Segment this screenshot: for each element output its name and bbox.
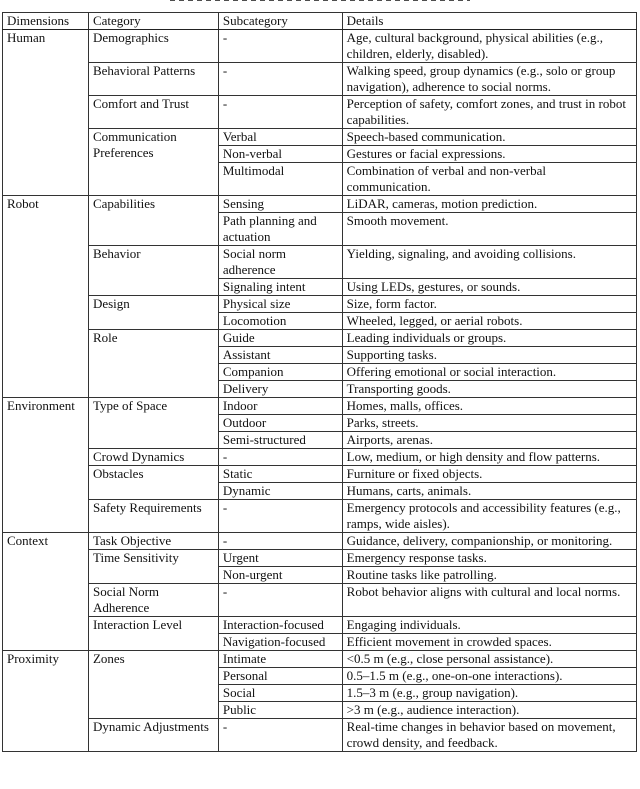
subcategory-cell: Outdoor <box>218 415 342 432</box>
subcategory-cell: Social <box>218 685 342 702</box>
category-cell: Behavior <box>88 246 218 296</box>
details-cell: <0.5 m (e.g., close personal assistance). <box>342 651 636 668</box>
details-cell: 1.5–3 m (e.g., group navigation). <box>342 685 636 702</box>
subcategory-cell: Interaction-focused <box>218 617 342 634</box>
subcategory-cell: Public <box>218 702 342 719</box>
category-cell: Crowd Dynamics <box>88 449 218 466</box>
subcategory-cell: Social norm adherence <box>218 246 342 279</box>
details-cell: Smooth movement. <box>342 213 636 246</box>
table-row <box>3 63 637 96</box>
subcategory-cell: Guide <box>218 330 342 347</box>
table-row <box>3 129 637 146</box>
details-cell: Size, form factor. <box>342 296 636 313</box>
table-row <box>3 246 637 279</box>
dimension-cell: Robot <box>3 196 89 398</box>
header-subcategory: Subcategory <box>218 13 342 30</box>
details-cell: Wheeled, legged, or aerial robots. <box>342 313 636 330</box>
subcategory-cell: Companion <box>218 364 342 381</box>
subcategory-cell: Assistant <box>218 347 342 364</box>
table-body <box>3 30 637 752</box>
category-cell: Communication Preferences <box>88 129 218 196</box>
details-cell: Using LEDs, gestures, or sounds. <box>342 279 636 296</box>
subcategory-cell: Indoor <box>218 398 342 415</box>
table-row <box>3 466 637 483</box>
table-row <box>3 719 637 752</box>
table-row <box>3 398 637 415</box>
subcategory-cell: Static <box>218 466 342 483</box>
subcategory-cell: - <box>218 30 342 63</box>
subcategory-cell: Locomotion <box>218 313 342 330</box>
details-cell: Gestures or facial expressions. <box>342 146 636 163</box>
details-cell: Emergency protocols and accessibility features (e.g., ramps, wide aisles). <box>342 500 636 533</box>
details-cell: Offering emotional or social interaction. <box>342 364 636 381</box>
details-cell: Emergency response tasks. <box>342 550 636 567</box>
table-row <box>3 30 637 63</box>
subcategory-cell: Intimate <box>218 651 342 668</box>
category-cell: Comfort and Trust <box>88 96 218 129</box>
cropped-caption <box>170 0 470 3</box>
category-cell: Design <box>88 296 218 330</box>
subcategory-cell: - <box>218 96 342 129</box>
subcategory-cell: - <box>218 449 342 466</box>
header-row <box>3 13 637 30</box>
category-cell: Social Norm Adherence <box>88 584 218 617</box>
subcategory-cell: - <box>218 719 342 752</box>
subcategory-cell: - <box>218 500 342 533</box>
category-cell: Dynamic Adjustments <box>88 719 218 752</box>
subcategory-cell: Navigation-focused <box>218 634 342 651</box>
subcategory-cell: Delivery <box>218 381 342 398</box>
details-cell: Speech-based communication. <box>342 129 636 146</box>
category-cell: Time Sensitivity <box>88 550 218 584</box>
details-cell: Low, medium, or high density and flow patterns. <box>342 449 636 466</box>
details-cell: Humans, carts, animals. <box>342 483 636 500</box>
details-cell: Leading individuals or groups. <box>342 330 636 347</box>
details-cell: Perception of safety, comfort zones, and trust in robot capabilities. <box>342 96 636 129</box>
dimension-cell: Context <box>3 533 89 651</box>
category-cell: Behavioral Patterns <box>88 63 218 96</box>
subcategory-cell: Dynamic <box>218 483 342 500</box>
category-cell: Type of Space <box>88 398 218 449</box>
details-cell: Robot behavior aligns with cultural and local norms. <box>342 584 636 617</box>
category-cell: Interaction Level <box>88 617 218 651</box>
subcategory-cell: - <box>218 63 342 96</box>
details-cell: Parks, streets. <box>342 415 636 432</box>
taxonomy-table <box>2 12 637 752</box>
header-category: Category <box>88 13 218 30</box>
table-row <box>3 96 637 129</box>
subcategory-cell: Verbal <box>218 129 342 146</box>
subcategory-cell: Semi-structured <box>218 432 342 449</box>
table-row <box>3 196 637 213</box>
details-cell: Engaging individuals. <box>342 617 636 634</box>
details-cell: Routine tasks like patrolling. <box>342 567 636 584</box>
category-cell: Obstacles <box>88 466 218 500</box>
details-cell: Transporting goods. <box>342 381 636 398</box>
table-row <box>3 584 637 617</box>
details-cell: >3 m (e.g., audience interaction). <box>342 702 636 719</box>
details-cell: Age, cultural background, physical abilities (e.g., children, elderly, disabled). <box>342 30 636 63</box>
subcategory-cell: Non-urgent <box>218 567 342 584</box>
details-cell: Walking speed, group dynamics (e.g., solo or group navigation), adherence to social norms. <box>342 63 636 96</box>
table-row <box>3 533 637 550</box>
details-cell: Combination of verbal and non-verbal communication. <box>342 163 636 196</box>
details-cell: 0.5–1.5 m (e.g., one-on-one interactions). <box>342 668 636 685</box>
details-cell: Airports, arenas. <box>342 432 636 449</box>
subcategory-cell: Personal <box>218 668 342 685</box>
category-cell: Zones <box>88 651 218 719</box>
dimension-cell: Human <box>3 30 89 196</box>
subcategory-cell: Path planning and actuation <box>218 213 342 246</box>
subcategory-cell: Sensing <box>218 196 342 213</box>
header-dimensions: Dimensions <box>3 13 89 30</box>
subcategory-cell: Non-verbal <box>218 146 342 163</box>
table-row <box>3 500 637 533</box>
table-row <box>3 330 637 347</box>
header-details: Details <box>342 13 636 30</box>
dimension-cell: Proximity <box>3 651 89 752</box>
subcategory-cell: Multimodal <box>218 163 342 196</box>
subcategory-cell: Physical size <box>218 296 342 313</box>
details-cell: Furniture or fixed objects. <box>342 466 636 483</box>
table-row <box>3 449 637 466</box>
subcategory-cell: - <box>218 584 342 617</box>
details-cell: LiDAR, cameras, motion prediction. <box>342 196 636 213</box>
details-cell: Efficient movement in crowded spaces. <box>342 634 636 651</box>
category-cell: Role <box>88 330 218 398</box>
table-row <box>3 617 637 634</box>
details-cell: Guidance, delivery, companionship, or monitoring. <box>342 533 636 550</box>
category-cell: Safety Requirements <box>88 500 218 533</box>
table-row <box>3 296 637 313</box>
details-cell: Homes, malls, offices. <box>342 398 636 415</box>
table-row <box>3 550 637 567</box>
category-cell: Task Objective <box>88 533 218 550</box>
dimension-cell: Environment <box>3 398 89 533</box>
table-row <box>3 651 637 668</box>
details-cell: Yielding, signaling, and avoiding collisions. <box>342 246 636 279</box>
category-cell: Capabilities <box>88 196 218 246</box>
category-cell: Demographics <box>88 30 218 63</box>
subcategory-cell: Urgent <box>218 550 342 567</box>
subcategory-cell: - <box>218 533 342 550</box>
details-cell: Real-time changes in behavior based on movement, crowd density, and feedback. <box>342 719 636 752</box>
details-cell: Supporting tasks. <box>342 347 636 364</box>
subcategory-cell: Signaling intent <box>218 279 342 296</box>
